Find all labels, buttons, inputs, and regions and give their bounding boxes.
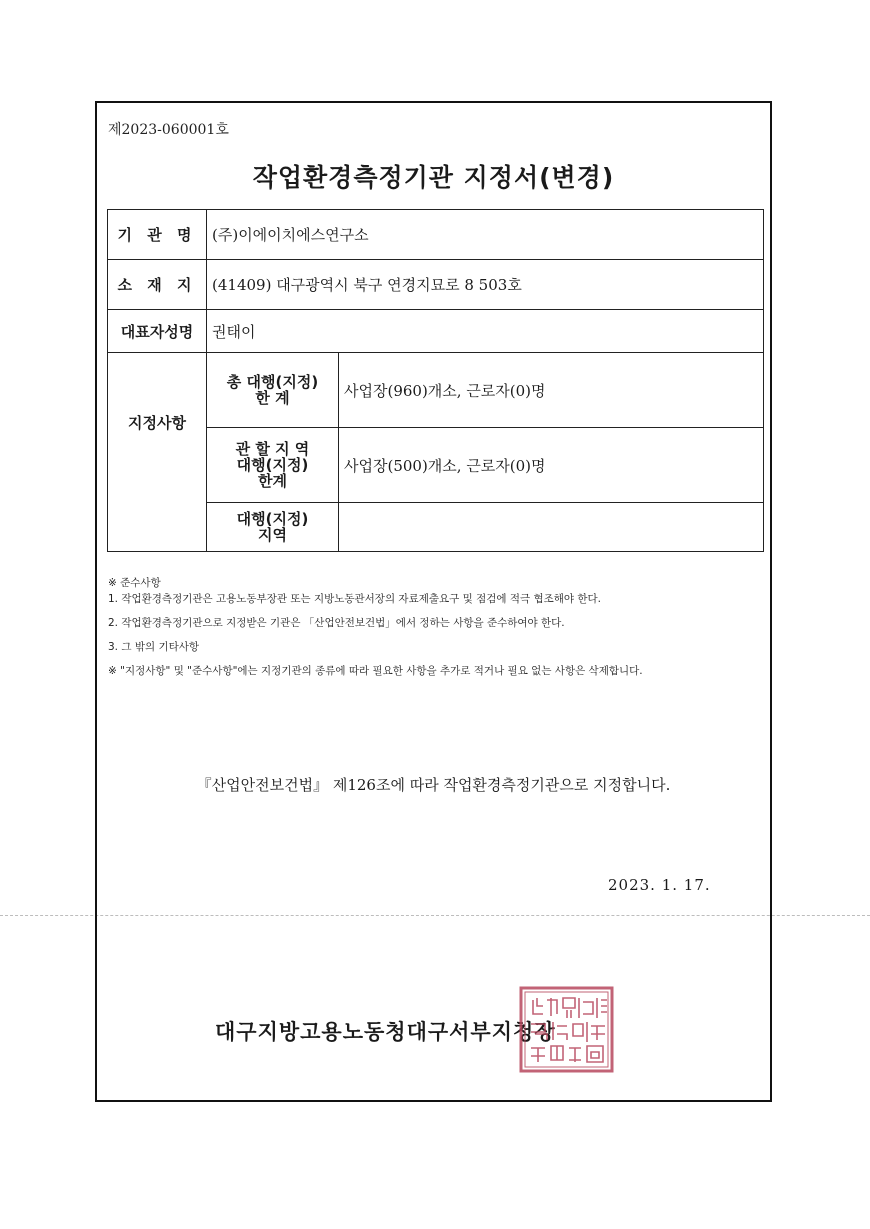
representative-label: 대표자성명 [108,310,207,353]
document-number: 제2023-060001호 [108,122,229,138]
official-seal-stamp [519,986,614,1073]
region-limit-label-line: 한계 [258,472,287,490]
document-title: 작업환경측정기관 지정서(변경) [252,163,615,192]
designation-table [107,209,764,552]
seal-glyphs [531,998,607,1062]
compliance-notes [108,576,763,678]
address-value: (41409) 대구광역시 북구 연경지묘로 8 503호 [207,260,764,310]
region-limit-label [207,428,339,503]
notes-item: 3. 그 밖의 기타사항 [108,641,200,653]
notes-heading: ※ 준수사항 [108,577,161,589]
table-row-address [108,260,764,310]
representative-value: 권태이 [207,310,764,353]
area-label-line: 대행(지정) [236,510,309,528]
total-limit-label [207,353,339,428]
org-name-label: 기 관 명 [108,210,207,260]
table-row-org-name [108,210,764,260]
table-row-designation-region [108,428,764,503]
org-name-value: (주)이에이치에스연구소 [207,210,764,260]
total-limit-label-line: 한 계 [255,389,290,407]
issue-date: 2023. 1. 17. [608,876,711,894]
region-limit-label-line: 대행(지정) [236,456,309,474]
area-value [339,503,764,552]
table-row-designation-total [108,353,764,428]
designation-label: 지정사항 [108,353,207,552]
total-limit-value: 사업장(960)개소, 근로자(0)명 [339,353,764,428]
area-label [207,503,339,552]
issuer-name: 대구지방고용노동청대구서부지청장 [215,1020,556,1044]
table-row-representative [108,310,764,353]
address-label: 소 재 지 [108,260,207,310]
notes-item: 2. 작업환경측정기관으로 지정받은 기관은 「산업안전보건법」에서 정하는 사항을 준수하여야 한다. [108,617,565,629]
notes-footnote: ※ "지정사항" 및 "준수사항"에는 지정기관의 종류에 따라 필요한 사항을 추가로 적거나 필요 없는 사항은 삭제합니다. [108,665,643,677]
area-label-line: 지역 [258,526,287,544]
region-limit-value: 사업장(500)개소, 근로자(0)명 [339,428,764,503]
table-row-designation-area [108,503,764,552]
total-limit-label-line: 총 대행(지정) [226,373,319,391]
notes-item: 1. 작업환경측정기관은 고용노동부장관 또는 지방노동관서장의 자료제출요구 및 점검에 적극 협조해야 한다. [108,593,602,605]
designation-statement: 『산업안전보건법』 제126조에 따라 작업환경측정기관으로 지정합니다. [196,776,671,794]
region-limit-label-line: 관 할 지 역 [235,440,310,458]
